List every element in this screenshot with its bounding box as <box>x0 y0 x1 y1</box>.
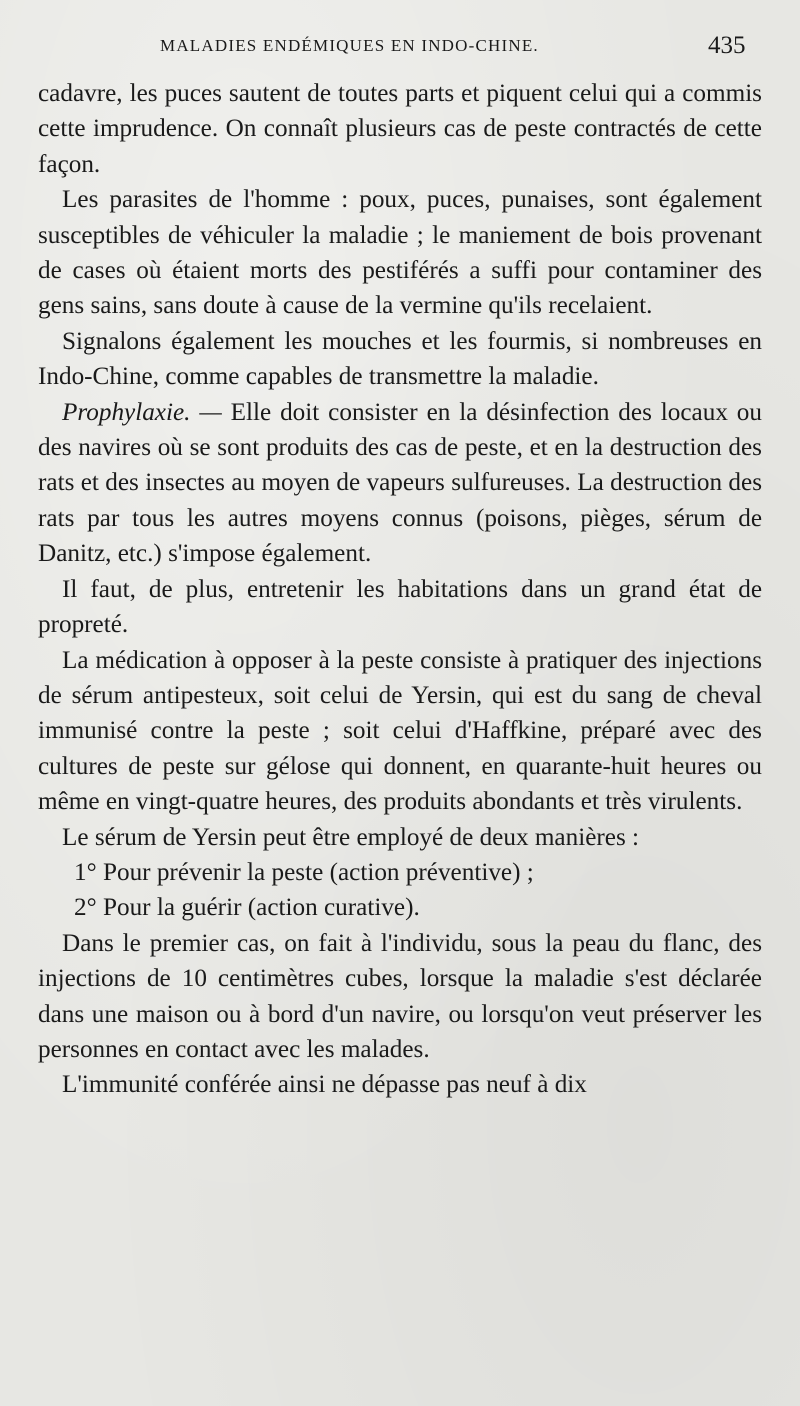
paragraph-2: Les parasites de l'homme : poux, puces, punaises, sont également susceptibles de véhiculer la maladie ; le maniement de bois provenant de cases où étaient morts des pestiférés a suffi pour contaminer des gens sains, sans doute à cause de la vermine qu'ils recelaient. <box>38 186 762 320</box>
paragraph-1: cadavre, les puces sautent de toutes parts et piquent celui qui a commis cette imprudence. On connaît plusieurs cas de peste contractés de cette façon. <box>38 80 762 178</box>
page-number: 435 <box>708 32 746 59</box>
paragraph-4-text: Elle doit consister en la désinfection des locaux ou des navires où se sont produits des cas de peste, et en la destruction des rats et des insectes au moyen de vapeurs sulfureuses. La destruction des rats par tous les autres moyens connus (poisons, pièges, sérum de Danitz, etc.) s'impose également. <box>38 398 762 568</box>
paragraph-5: Il faut, de plus, entretenir les habitations dans un grand état de propreté. <box>38 575 762 639</box>
list-item-2: 2° Pour la guérir (action curative). <box>74 894 420 922</box>
page-header <box>0 32 800 66</box>
paragraph-8: Dans le premier cas, on fait à l'individu, sous la peau du flanc, des injections de 10 centimètres cubes, lorsque la maladie s'est déclarée dans une maison ou à bord d'un navire, ou lorsqu'on veut préserver les personnes en contact avec les malades. <box>38 929 762 1063</box>
paragraph-9: L'immunité conférée ainsi ne dépasse pas neuf à dix <box>62 1071 587 1099</box>
running-title: MALADIES ENDÉMIQUES EN INDO-CHINE. <box>160 36 539 55</box>
body-text <box>38 76 762 1103</box>
prophylaxie-heading: Prophylaxie. — <box>62 398 222 426</box>
paragraph-6: La médication à opposer à la peste consiste à pratiquer des injections de sérum antipesteux, soit celui de Yersin, qui est du sang de cheval immunisé contre la peste ; soit celui d'Haffkine, préparé avec des cultures de peste sur gélose qui donnent, en quarante-huit heures ou même en vingt-quatre heures, des produits abondants et très virulents. <box>38 646 762 816</box>
paragraph-4 <box>38 395 762 572</box>
list-item-1: 1° Pour prévenir la peste (action préventive) ; <box>74 858 534 886</box>
paragraph-3: Signalons également les mouches et les fourmis, si nombreuses en Indo-Chine, comme capables de transmettre la maladie. <box>38 327 762 391</box>
paragraph-7: Le sérum de Yersin peut être employé de deux manières : <box>62 823 640 851</box>
